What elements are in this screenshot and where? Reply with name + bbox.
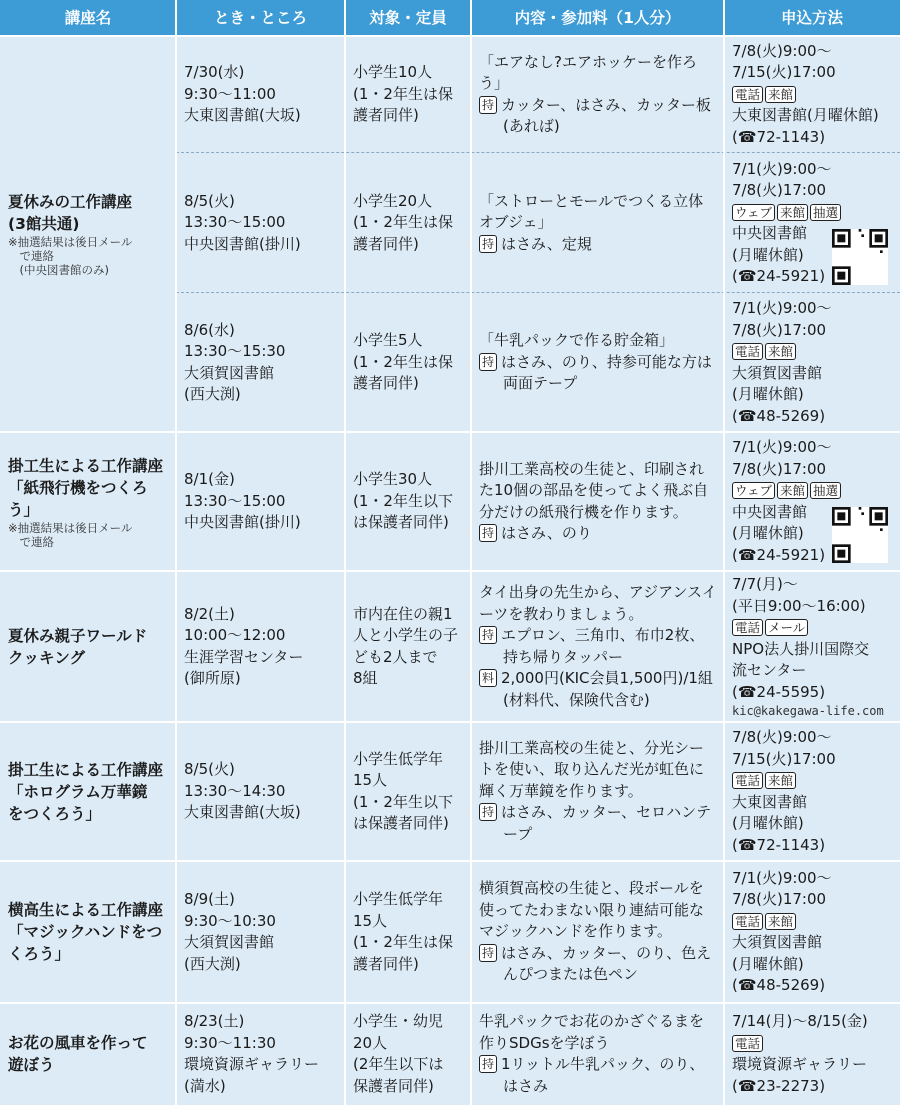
apply-method-badge: 電話: [732, 343, 763, 360]
content-fee: [479, 722, 718, 861]
target-text: 小学生10人 (1・2年生は保 護者同伴): [353, 63, 453, 125]
bring-tag: 持: [479, 353, 497, 371]
row-divider: [0, 1002, 900, 1004]
when-text: 8/5(火) 13:30〜15:00 中央図書館(掛川): [184, 191, 301, 253]
row-divider: [0, 570, 900, 572]
content-fee: [479, 1003, 718, 1105]
apply-contact: 中央図書館 (月曜休館) (☎24-5921): [732, 502, 826, 564]
apply-method: [732, 1003, 894, 1105]
contact-email[interactable]: kic@kakegawa-life.com: [732, 704, 884, 718]
row-divider: [0, 431, 900, 433]
content-text: 「エアなし?エアホッケーを作ろう」: [479, 52, 697, 92]
apply-method-badge: 抽選: [810, 204, 841, 221]
content-fee: [479, 861, 718, 1003]
content-text: 牛乳パックでお花のかざぐるまを作りSDGsを学ぼう: [479, 1012, 705, 1052]
column-divider: [470, 0, 472, 1105]
bring-tag: 持: [479, 803, 497, 821]
apply-method: [732, 571, 894, 722]
course-note: ※抽選結果は後日メール で連絡: [8, 520, 133, 549]
when-where: [184, 432, 339, 571]
apply-contact: 大東図書館 (月曜休館) (☎72-1143): [732, 792, 826, 854]
apply-method-badge: 来館: [777, 482, 808, 499]
apply-method: [732, 861, 894, 1003]
apply-badges: [732, 770, 894, 792]
target-capacity: [353, 1003, 465, 1105]
apply-method: [732, 722, 894, 861]
bring-item: [479, 523, 718, 545]
header-apply: 申込方法: [780, 9, 843, 27]
apply-method-badge: 来館: [765, 913, 796, 930]
when-text: 8/2(土) 10:00〜12:00 生涯学習センター (御所原): [184, 604, 304, 687]
apply-period: 7/7(月)〜 (平日9:00〜16:00): [732, 575, 866, 615]
bring-text: はさみ、のり、持参可能な方は両面テープ: [501, 352, 712, 393]
apply-period: 7/8(火)9:00〜 7/15(火)17:00: [732, 41, 836, 82]
course-title: 掛工生による工作講座 「ホログラム万華鏡 をつくろう」: [8, 760, 164, 823]
content-fee: [479, 153, 718, 293]
when-where: [184, 293, 339, 432]
header-target: 対象・定員: [369, 9, 447, 27]
target-text: 小学生20人 (1・2年生は保 護者同伴): [353, 191, 453, 253]
apply-method-badge: 電話: [732, 913, 763, 930]
apply-badges: [732, 480, 894, 502]
row-divider: [0, 860, 900, 862]
bring-text: カッター、はさみ、カッター板(あれば): [501, 95, 712, 135]
course-name: [8, 861, 170, 1003]
bring-item: [479, 352, 718, 395]
target-capacity: [353, 571, 465, 722]
when-text: 8/23(土) 9:30〜11:30 環境資源ギャラリー (満水): [184, 1012, 320, 1095]
target-capacity: [353, 722, 465, 861]
bring-text: 2,000円(KIC会員1,500円)/1組(材料代、保険代含む): [501, 669, 713, 709]
bring-tag: 持: [479, 1055, 497, 1073]
apply-period: 7/1(火)9:00〜 7/8(火)17:00: [732, 159, 832, 199]
fee-tag: 料: [479, 669, 497, 687]
when-text: 8/1(金) 13:30〜15:00 中央図書館(掛川): [184, 470, 301, 532]
course-title: 横高生による工作講座 「マジックハンドをつ くろう」: [8, 901, 164, 963]
course-note: ※抽選結果は後日メール で連絡 (中央図書館のみ): [8, 235, 133, 277]
apply-method-badge: 電話: [732, 86, 763, 103]
when-where: [184, 36, 339, 153]
course-name: [8, 1003, 170, 1105]
bring-text: はさみ、のり: [501, 524, 592, 542]
content-text: タイ出身の先生から、アジアンスイーツを教わりましょう。: [479, 583, 717, 623]
content-text: 掛川工業高校の生徒と、分光シートを使い、取り込んだ光が虹色に輝く万華鏡を作ります。: [479, 738, 705, 800]
apply-contact: 大須賀図書館 (月曜休館) (☎48-5269): [732, 933, 826, 994]
apply-method-badge: 来館: [765, 343, 796, 360]
apply-badges: [732, 341, 894, 363]
header-content: 内容・参加料（1人分）: [514, 9, 681, 27]
content-fee: [479, 293, 718, 432]
course-name: [8, 722, 170, 861]
bring-tag: 持: [479, 96, 497, 114]
apply-contact: 大東図書館(月曜休館) (☎72-1143): [732, 106, 879, 146]
course-title: 夏休みの工作講座 (3館共通): [8, 193, 133, 233]
column-divider: [175, 0, 177, 1105]
apply-method-badge: ウェブ: [732, 482, 775, 499]
target-text: 小学生・幼児 20人 (2年生以下は 保護者同伴): [353, 1012, 444, 1095]
apply-contact: 中央図書館 (月曜休館) (☎24-5921): [732, 224, 826, 285]
apply-method-badge: 電話: [732, 1035, 763, 1052]
header-course: 講座名: [64, 9, 112, 27]
content-text: 掛川工業高校の生徒と、印刷された10個の部品を使ってよく飛ぶ自分だけの紙飛行機を作ります。: [479, 459, 709, 521]
target-text: 市内在住の親1 人と小学生の子 ども2人まで 8組: [353, 604, 459, 687]
course-name: [8, 432, 170, 571]
when-text: 8/9(土) 9:30〜10:30 大須賀図書館 (西大渕): [184, 890, 276, 973]
bring-tag: 持: [479, 944, 497, 962]
header-when: とき・ところ: [213, 9, 307, 27]
target-capacity: [353, 861, 465, 1003]
bring-text: エプロン、三角巾、布巾2枚、持ち帰りタッパー: [501, 626, 705, 666]
apply-method-badge: 来館: [777, 204, 808, 221]
apply-contact: NPO法人掛川国際交 流センター (☎24-5595): [732, 639, 870, 701]
bring-item: [479, 943, 718, 986]
target-text: 小学生低学年 15人 (1・2年生以下 は保護者同伴): [353, 749, 453, 832]
bring-text: はさみ、カッター、のり、色えんぴつまたは色ペン: [501, 943, 712, 984]
bring-item: [479, 802, 718, 845]
apply-contact: 環境資源ギャラリー (☎23-2273): [732, 1055, 868, 1095]
content-text: 「ストローとモールでつくる立体オブジェ」: [479, 191, 704, 232]
apply-method-badge: 電話: [732, 619, 763, 636]
bring-text: 1リットル牛乳パック、のり、はさみ: [501, 1055, 705, 1095]
apply-method: [732, 36, 894, 153]
bring-tag: 持: [479, 626, 497, 644]
apply-period: 7/8(火)9:00〜 7/15(火)17:00: [732, 728, 836, 768]
bring-item: [479, 1054, 718, 1097]
apply-method-badge: 抽選: [810, 482, 841, 499]
target-text: 小学生5人 (1・2年生は保 護者同伴): [353, 331, 453, 393]
qr-code-icon[interactable]: [832, 507, 888, 563]
row-divider: [0, 35, 900, 37]
when-text: 8/5(火) 13:30〜14:30 大東図書館(大坂): [184, 760, 301, 822]
when-where: [184, 153, 339, 293]
row-divider: [0, 721, 900, 723]
apply-badges: [732, 617, 894, 639]
apply-badges: [732, 1033, 894, 1055]
course-title: 夏休み親子ワールド クッキング: [8, 626, 148, 667]
bring-item: [479, 625, 718, 668]
target-capacity: [353, 432, 465, 571]
target-capacity: [353, 293, 465, 432]
bring-item: [479, 95, 718, 138]
bring-tag: 持: [479, 524, 497, 542]
content-fee: [479, 432, 718, 571]
course-name: [8, 36, 170, 432]
content-text: 横須賀高校の生徒と、段ボールを使ってたわまない限り連結可能なマジックハンドを作ります。: [479, 879, 705, 941]
bring-tag: 持: [479, 235, 497, 253]
apply-method-badge: ウェブ: [732, 204, 775, 221]
when-where: [184, 722, 339, 861]
bring-text: はさみ、カッター、セロハンテープ: [501, 803, 712, 843]
apply-period: 7/1(火)9:00〜 7/8(火)17:00: [732, 299, 832, 339]
when-text: 8/6(水) 13:30〜15:30 大須賀図書館 (西大渕): [184, 320, 286, 403]
course-title: 掛工生による工作講座 「紙飛行機をつくろう」: [8, 456, 164, 519]
bring-item: [479, 234, 718, 256]
table-header: [0, 0, 900, 36]
apply-method-badge: 来館: [765, 86, 796, 103]
content-fee: [479, 571, 718, 722]
target-capacity: [353, 153, 465, 293]
apply-badges: [732, 911, 894, 933]
apply-contact: 大須賀図書館 (月曜休館) (☎48-5269): [732, 363, 826, 425]
column-divider: [723, 0, 725, 1105]
course-name: [8, 571, 170, 722]
content-fee: [479, 36, 718, 153]
target-text: 小学生低学年 15人 (1・2年生は保 護者同伴): [353, 890, 453, 973]
apply-period: 7/14(月)〜8/15(金): [732, 1012, 868, 1030]
apply-method-badge: メール: [765, 619, 808, 636]
bring-item: [479, 668, 718, 711]
apply-period: 7/1(火)9:00〜 7/8(火)17:00: [732, 438, 832, 478]
target-capacity: [353, 36, 465, 153]
apply-badges: [732, 84, 894, 106]
apply-method-badge: 来館: [765, 772, 796, 789]
qr-code-icon[interactable]: [832, 229, 888, 285]
course-title: お花の風車を作って 遊ぼう: [8, 1034, 148, 1074]
when-text: 7/30(水) 9:30〜11:00 大東図書館(大坂): [184, 63, 301, 125]
apply-method: [732, 293, 894, 432]
when-where: [184, 861, 339, 1003]
content-text: 「牛乳パックで作る貯金箱」: [479, 331, 675, 350]
column-divider: [344, 0, 346, 1105]
target-text: 小学生30人 (1・2年生以下 は保護者同伴): [353, 470, 453, 532]
apply-badges: [732, 202, 894, 224]
when-where: [184, 1003, 339, 1105]
apply-method-badge: 電話: [732, 772, 763, 789]
when-where: [184, 571, 339, 722]
bring-text: はさみ、定規: [501, 234, 592, 253]
apply-period: 7/1(火)9:00〜 7/8(火)17:00: [732, 868, 832, 908]
